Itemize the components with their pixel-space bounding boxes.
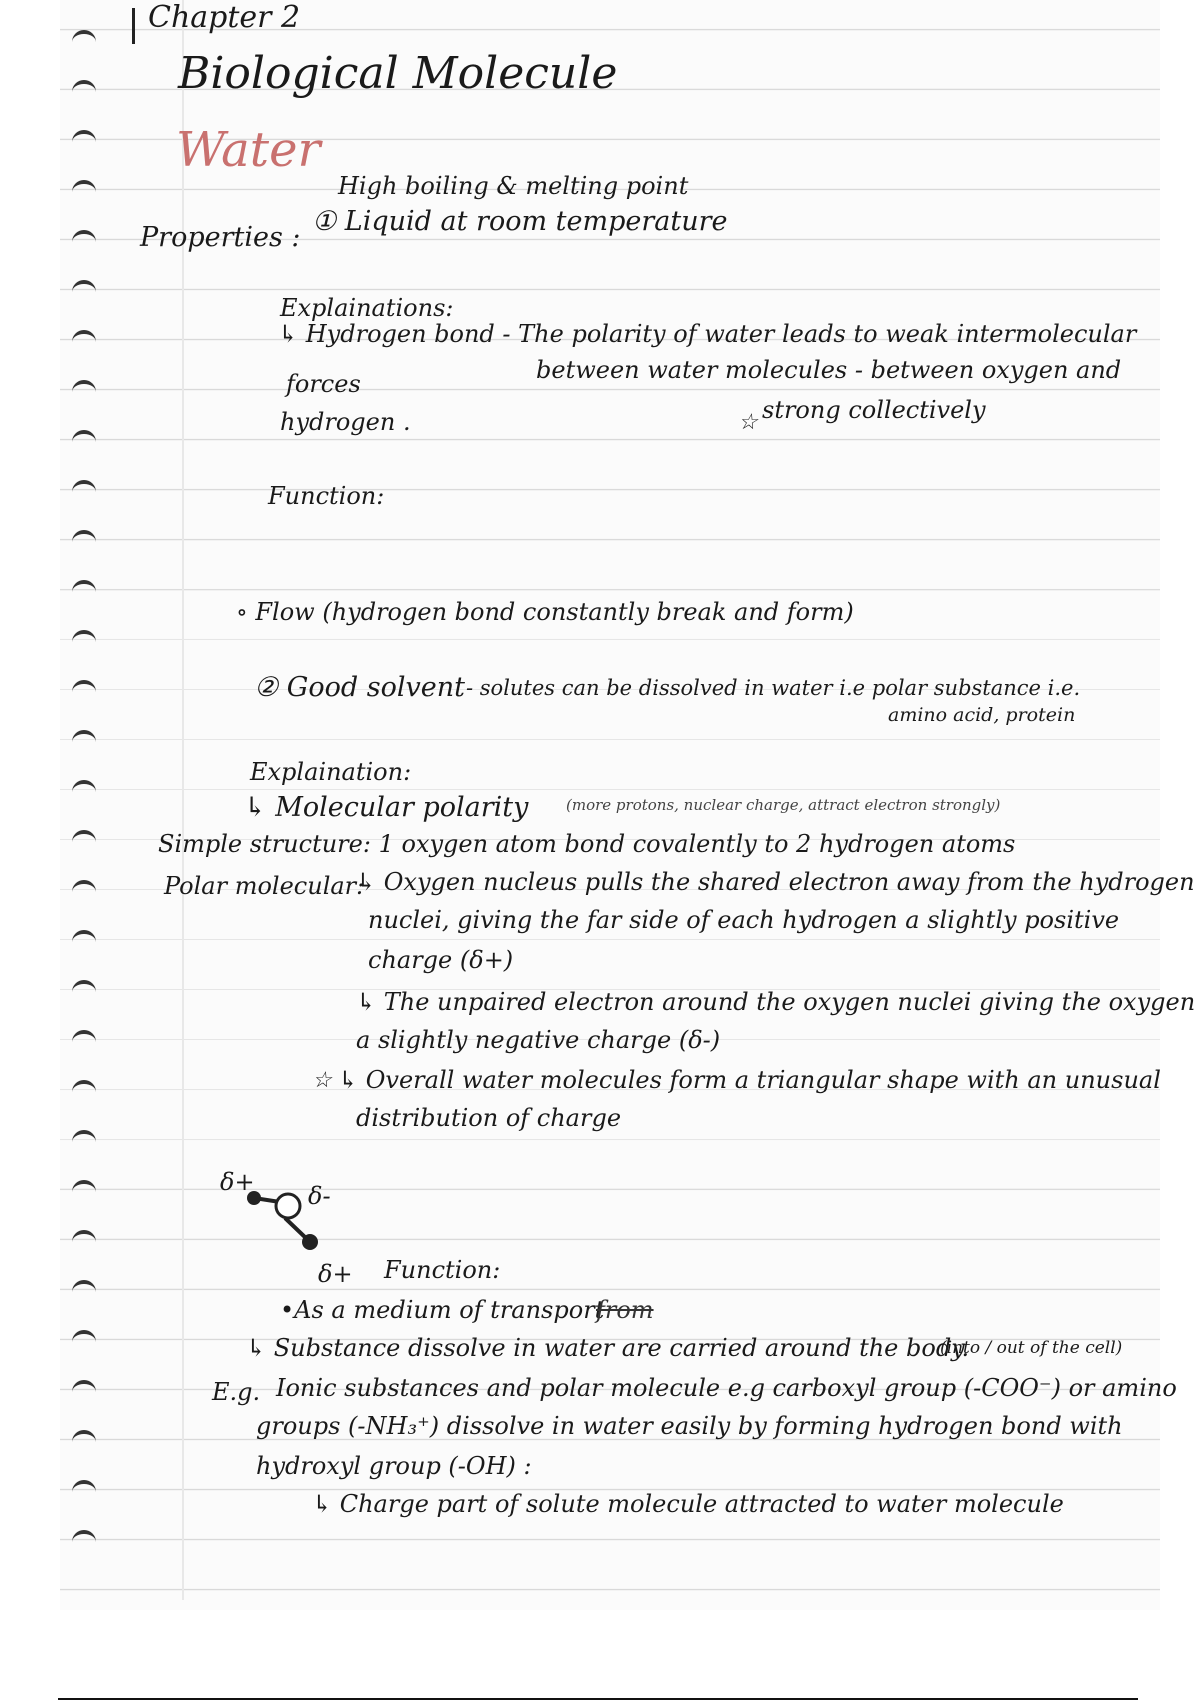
unpaired-line-1: ↳ The unpaired electron around the oxygen nuclei giving the oxygen <box>356 988 1196 1016</box>
binding-hole <box>72 1530 96 1548</box>
simple-structure: Simple structure: 1 oxygen atom bond covalently to 2 hydrogen atoms <box>158 830 1016 858</box>
binding-hole <box>72 1480 96 1498</box>
function-label-2: Function: <box>384 1256 501 1284</box>
struck-word: from <box>596 1296 654 1324</box>
binding-hole <box>72 1230 96 1248</box>
binding-hole <box>72 980 96 998</box>
hydrogen-bond-line-3: hydrogen . <box>280 408 411 436</box>
binding-hole <box>72 1080 96 1098</box>
delta-minus: δ- <box>308 1182 331 1210</box>
star-mark-1: ☆ <box>738 410 758 435</box>
good-solvent-desc: - solutes can be dissolved in water i.e polar substance i.e. <box>466 676 1081 700</box>
properties-label: Properties : <box>140 222 301 253</box>
unpaired-line-2: a slightly negative charge (δ-) <box>356 1026 721 1054</box>
property-item-1: ① Liquid at room temperature <box>312 206 728 237</box>
substance-note: (into / out of the cell) <box>940 1338 1123 1358</box>
flow-item: ∘ Flow (hydrogen bond constantly break and form) <box>236 598 854 626</box>
binding-hole <box>72 630 96 648</box>
polarity-note: (more protons, nuclear charge, attract electron strongly) <box>566 796 1001 814</box>
overall-line-1: ↳ Overall water molecules form a triangular shape with an unusual <box>338 1066 1161 1094</box>
substance-line: ↳ Substance dissolve in water are carried around the body. <box>246 1334 970 1362</box>
binding-hole <box>72 380 96 398</box>
eg-label: E.g. <box>212 1378 261 1406</box>
binding-hole <box>72 330 96 348</box>
binding-hole <box>72 680 96 698</box>
medium-of-transport: •As a medium of transport <box>280 1296 605 1324</box>
binding-hole <box>72 830 96 848</box>
hydrogen-bond-note: strong collectively <box>762 396 986 424</box>
polar-line-3: charge (δ+) <box>368 946 514 974</box>
binding-hole <box>72 1280 96 1298</box>
chapter-heading: Chapter 2 <box>148 0 301 35</box>
binding-hole <box>72 930 96 948</box>
eg-line-3: hydroxyl group (-OH) : <box>256 1452 532 1480</box>
binding-hole <box>72 480 96 498</box>
binding-hole <box>72 280 96 298</box>
polar-line-1: ↳ Oxygen nucleus pulls the shared electron away from the hydrogen <box>356 868 1195 896</box>
eg-line-2: groups (-NH₃⁺) dissolve in water easily by forming hydrogen bond with <box>256 1412 1123 1440</box>
explaination-label: Explaination: <box>250 758 412 786</box>
explanations-label: Explainations: <box>280 294 454 322</box>
eg-line-1: Ionic substances and polar molecule e.g carboxyl group (-COO⁻) or amino <box>276 1374 1177 1402</box>
binding-hole <box>72 1180 96 1198</box>
overall-line-2: distribution of charge <box>356 1104 622 1132</box>
binding-hole <box>72 430 96 448</box>
binding-hole <box>72 180 96 198</box>
delta-plus-bottom: δ+ <box>318 1260 353 1288</box>
hydrogen-bond-line-2a: forces <box>286 370 361 398</box>
binding-hole <box>72 1380 96 1398</box>
section-title: Water <box>176 122 321 178</box>
binding-hole <box>72 1030 96 1048</box>
hydrogen-bond-line-1: ↳ Hydrogen bond - The polarity of water leads to weak intermolecular <box>278 320 1137 348</box>
page-title: Biological Molecule <box>178 48 618 99</box>
binding-holes <box>72 30 112 1590</box>
binding-hole <box>72 1430 96 1448</box>
star-mark-2: ☆ <box>312 1068 332 1093</box>
binding-hole <box>72 880 96 898</box>
properties-note: High boiling & melting point <box>338 172 689 200</box>
oxygen-atom <box>276 1194 300 1218</box>
good-solvent-heading: ② Good solvent <box>254 672 465 703</box>
function-label-1: Function: <box>268 482 385 510</box>
polar-line-2: nuclei, giving the far side of each hydrogen a slightly positive <box>368 906 1120 934</box>
polar-molecular-label: Polar molecular: <box>164 872 365 900</box>
binding-hole <box>72 780 96 798</box>
binding-hole <box>72 230 96 248</box>
hydrogen-atom-2 <box>302 1234 318 1250</box>
binding-hole <box>72 730 96 748</box>
molecular-polarity: ↳ Molecular polarity <box>244 792 529 823</box>
binding-hole <box>72 80 96 98</box>
binding-hole <box>72 30 96 48</box>
binding-hole <box>72 1330 96 1348</box>
binding-hole <box>72 530 96 548</box>
binding-hole <box>72 580 96 598</box>
hydrogen-bond-line-2b: between water molecules - between oxygen and <box>536 356 1122 384</box>
binding-hole <box>72 130 96 148</box>
eg-line-4: ↳ Charge part of solute molecule attracted to water molecule <box>312 1490 1064 1518</box>
delta-plus-top: δ+ <box>220 1168 255 1196</box>
chapter-marker <box>132 8 135 44</box>
binding-hole <box>72 1130 96 1148</box>
good-solvent-examples: amino acid, protein <box>888 704 1076 726</box>
